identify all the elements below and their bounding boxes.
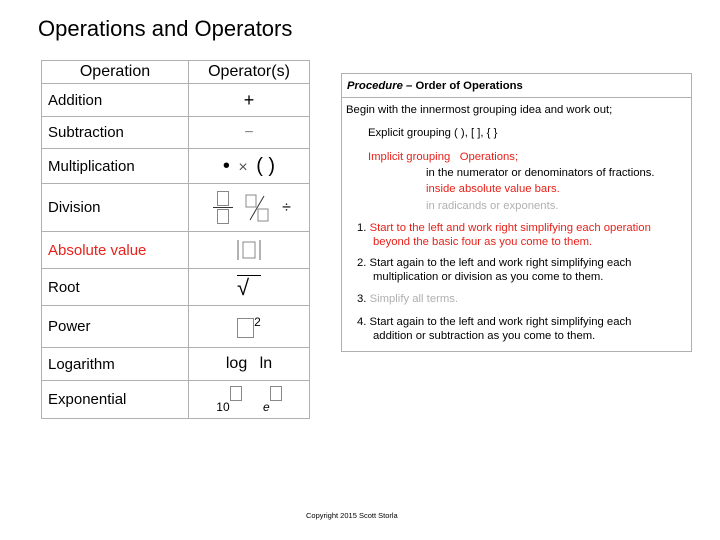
operation-name: Division — [42, 184, 189, 232]
table-row — [42, 348, 310, 381]
slash-fraction-icon — [244, 193, 270, 223]
operations-table — [41, 60, 310, 419]
operation-name: Power — [42, 306, 189, 348]
ln-operator: ln — [259, 355, 273, 372]
implicit-grouping: Implicit grouping Operations; — [368, 151, 519, 163]
step-1: 1. Start to the left and work right simplifying each operation — [357, 222, 651, 234]
operator-symbol: + — [189, 84, 310, 117]
power-exponent: 2 — [254, 314, 261, 329]
procedure-intro: Begin with the innermost grouping idea and work out; — [346, 104, 613, 116]
parentheses-operator: ( ) — [256, 154, 276, 177]
table-row — [42, 84, 310, 117]
operator-symbol: − — [189, 117, 310, 149]
table-row — [42, 269, 310, 306]
radical-operator: √ — [237, 275, 261, 300]
table-header-row — [42, 61, 310, 84]
table-row — [42, 381, 310, 419]
implicit-item: inside absolute value bars. — [426, 183, 560, 195]
operation-name: Logarithm — [42, 348, 189, 381]
fraction-bar-icon — [213, 191, 233, 224]
implicit-item: in the numerator or denominators of fractions. — [426, 167, 655, 179]
explicit-grouping: Explicit grouping ( ), [ ], { } — [368, 127, 498, 139]
operator-symbols — [189, 184, 310, 232]
operator-symbols — [189, 149, 310, 184]
log-operator: log — [225, 355, 248, 372]
times-operator: × — [238, 158, 248, 176]
step-1-continued: beyond the basic four as you come to them. — [373, 236, 593, 248]
step-2-continued: multiplication or division as you come to them. — [373, 271, 604, 283]
absolute-value-icon — [234, 238, 264, 262]
exp-base-e: e — [263, 399, 270, 414]
operator-symbols — [189, 306, 310, 348]
power-base-icon — [237, 318, 254, 338]
operation-name: Multiplication — [42, 149, 189, 184]
exp-base-10: 10 — [216, 399, 230, 414]
table-row — [42, 306, 310, 348]
operator-symbols — [189, 381, 310, 419]
step-4-continued: addition or subtraction as you come to them. — [373, 330, 596, 342]
implicit-item: in radicands or exponents. — [426, 200, 559, 212]
copyright-footer: Copyright 2015 Scott Storla — [306, 511, 398, 520]
header-operation: Operation — [42, 61, 189, 84]
header-operators: Operator(s) — [189, 61, 310, 84]
table-row — [42, 232, 310, 269]
operator-symbols — [189, 232, 310, 269]
procedure-box — [341, 73, 692, 352]
table-row — [42, 149, 310, 184]
operation-name: Absolute value — [42, 232, 189, 269]
exponent-box-icon — [270, 386, 282, 401]
step-3: 3. Simplify all terms. — [357, 293, 459, 305]
step-2: 2. Start again to the left and work right simplifying each — [357, 257, 632, 269]
table-row — [42, 184, 310, 232]
procedure-title: Procedure – Order of Operations — [342, 74, 691, 98]
operation-name: Exponential — [42, 381, 189, 419]
operator-symbols — [189, 348, 310, 381]
page-title: Operations and Operators — [38, 16, 293, 41]
operation-name: Addition — [42, 84, 189, 117]
operator-symbols — [189, 269, 310, 306]
dot-operator: • — [222, 154, 230, 177]
operation-name: Subtraction — [42, 117, 189, 149]
operation-name: Root — [42, 269, 189, 306]
table-row — [42, 117, 310, 149]
step-4: 4. Start again to the left and work right simplifying each — [357, 316, 632, 328]
divide-operator: ÷ — [282, 198, 291, 216]
exponent-box-icon — [230, 386, 242, 401]
